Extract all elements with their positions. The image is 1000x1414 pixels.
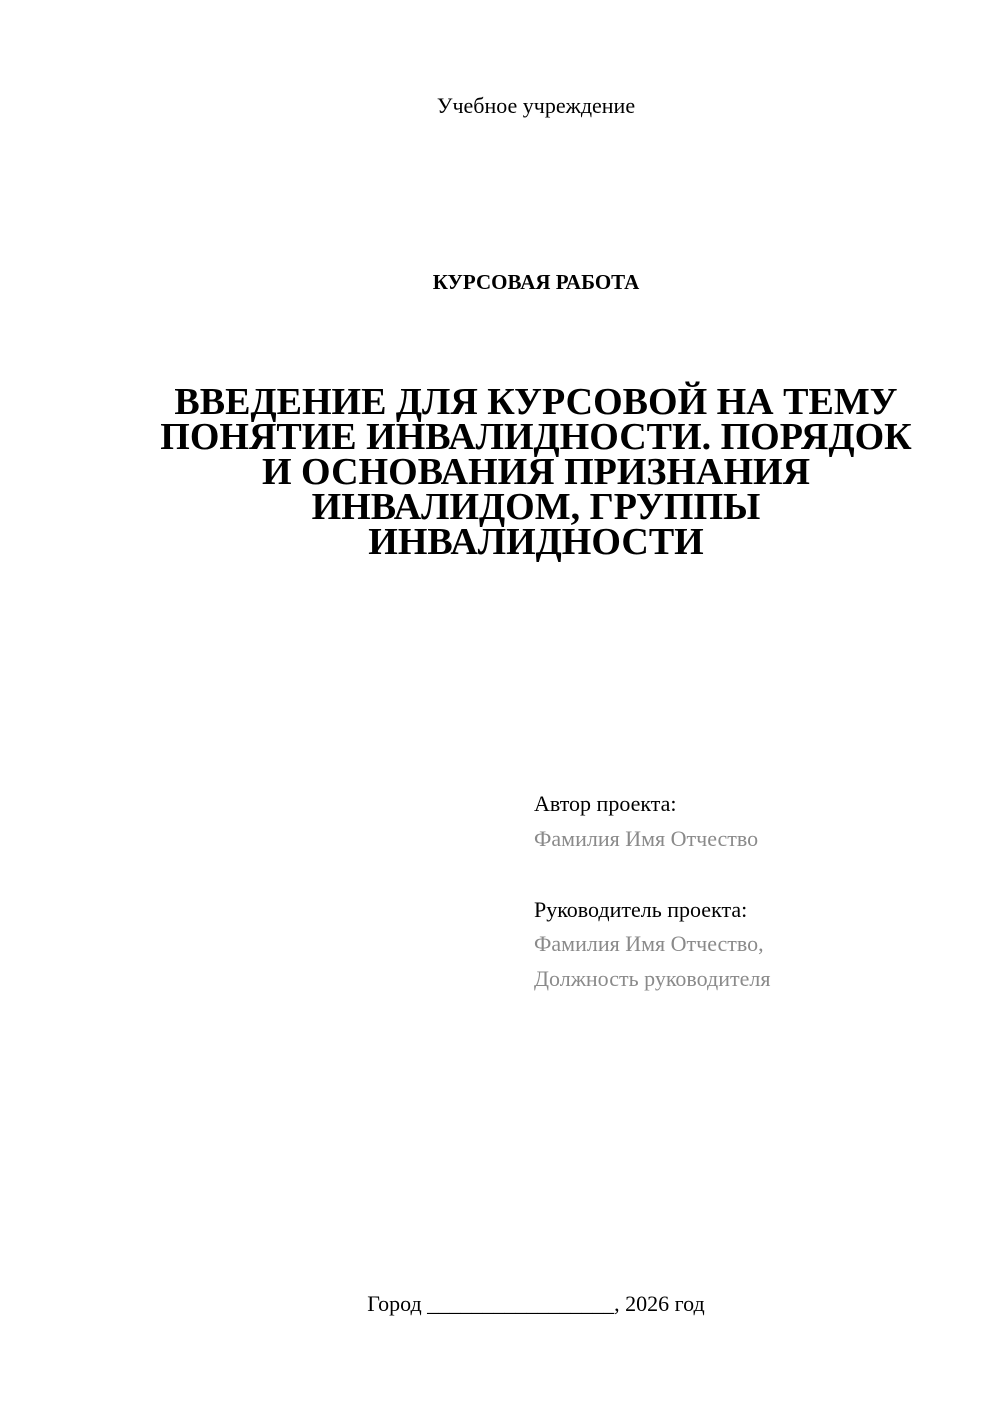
author-label: Автор проекта: [534,791,677,816]
title-line: ПОНЯТИЕ ИНВАЛИДНОСТИ. ПОРЯДОК [160,416,912,458]
supervisor-position: Должность руководителя [534,966,771,991]
city-year-line: Город _________________, 2026 год [367,1291,705,1316]
work-type-heading: КУРСОВАЯ РАБОТА [432,270,640,294]
title-line: ИНВАЛИДОМ, ГРУППЫ [311,486,761,528]
supervisor-label: Руководитель проекта: [534,897,748,922]
title-line: И ОСНОВАНИЯ ПРИЗНАНИЯ [261,451,811,493]
supervisor-name: Фамилия Имя Отчество, [534,931,764,956]
title-line: ИНВАЛИДНОСТИ [368,521,704,563]
title-line: ВВЕДЕНИЕ ДЛЯ КУРСОВОЙ НА ТЕМУ [174,381,898,423]
document-title [150,381,922,563]
institution-name: Учебное учреждение [436,93,636,118]
author-name: Фамилия Имя Отчество [534,826,759,851]
